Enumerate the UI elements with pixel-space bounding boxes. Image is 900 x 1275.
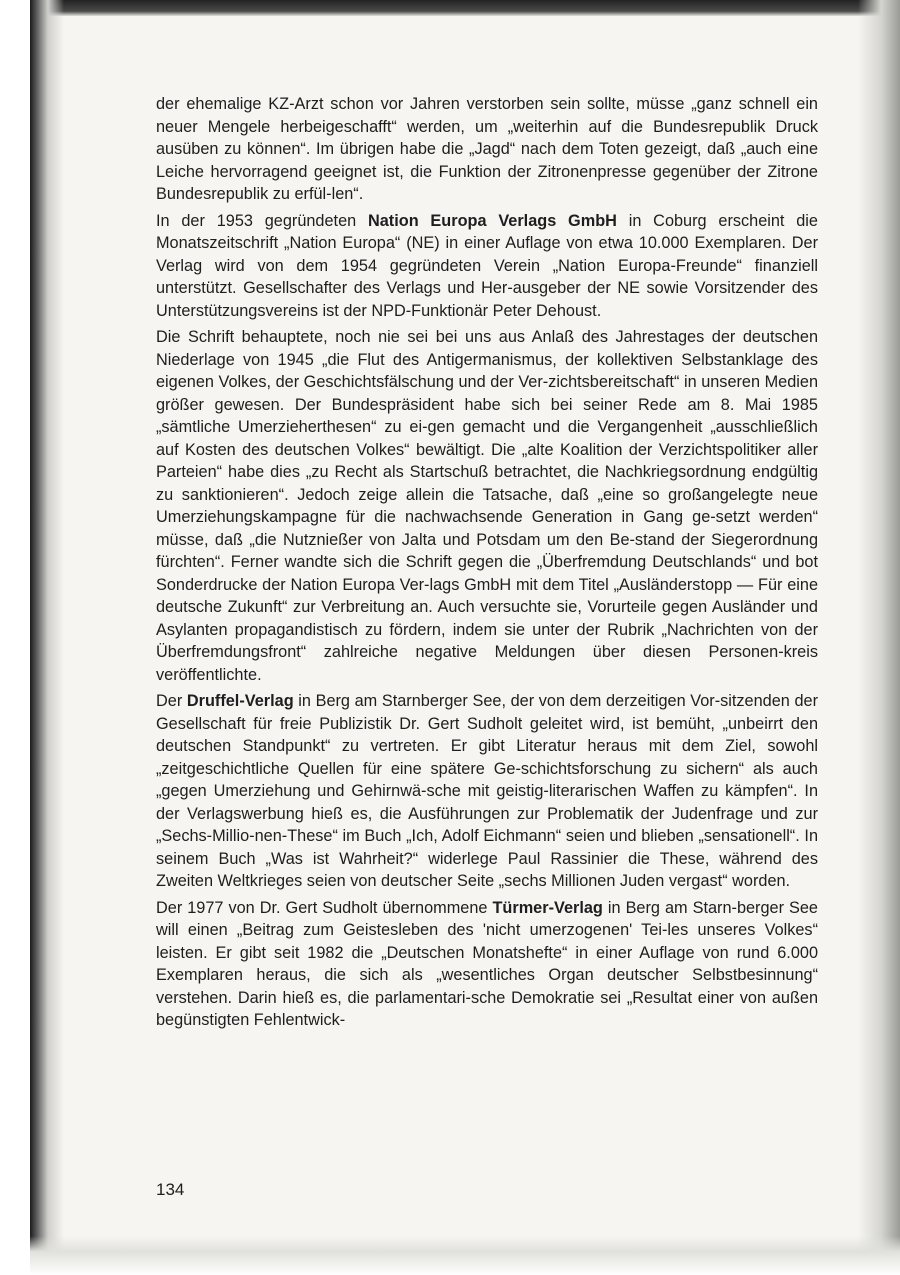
scan-margin-left <box>0 0 30 1275</box>
publisher-name: Nation Europa Verlags GmbH <box>367 211 617 230</box>
paragraph: der ehemalige KZ-Arzt schon vor Jahren verstorben sein sollte, müsse „ganz schnell ein neuer Mengele herbeigeschafft“ werden, um „weiterhin auf die Bundesrepublik Druck ausüben zu können“. Im übrigen habe die „Jagd“ nach dem Toten gezeigt, daß „auch eine Leiche hervorragend geeignet ist, die Funktion der Zitronenpresse gegenüber der Zitrone Bundesrepublik zu erfül-len“. <box>156 95 818 203</box>
scan-edge-bottom <box>30 1236 900 1275</box>
body-text <box>156 93 818 1036</box>
paragraph-druffel-verlag: Der Druffel-Verlag in Berg am Starnberger See, der von dem derzeitigen Vor-sitzenden der Gesellschaft für freie Publizistik Dr. Gert Sudholt geleitet wird, ist bemüht, „unbeirrt den deutschen Standpunkt“ zu vertreten. Er gibt Literatur heraus mit dem Ziel, sowohl „zeitgeschichtliche Quellen für eine spätere Ge-schichtsforschung zu sichern“ als auch „gegen Umerziehung und Gehirnwä-sche mit geistig-literarischen Waffen zu kämpfen“. In der Verlagswerbung hieß es, die Ausführungen zur Problematik der Judenfrage und zur „Sechs-Millio-nen-These“ im Buch „Ich, Adolf Eichmann“ seien und blieben „sensationell“. In seinem Buch „Was ist Wahrheit?“ widerlege Paul Rassinier die These, während des Zweiten Weltkrieges seien von deutscher Seite „sechs Millionen Juden vergast“ worden. <box>156 692 818 890</box>
paragraph-nation-europa: In der 1953 gegründeten Nation Europa Verlags GmbH in Coburg erscheint die Monatszeitschrift „Nation Europa“ (NE) in einer Auflage von etwa 10.000 Exemplaren. Der Verlag wird von dem 1954 gegründeten Verein „Nation Europa-Freunde“ finanziell unterstützt. Gesellschafter des Verlags und Her-ausgeber der NE sowie Vorsitzender des Unterstützungsvereins ist der NPD-Funktionär Peter Dehoust. <box>156 211 818 320</box>
publisher-name: Druffel-Verlag <box>186 692 294 710</box>
page-edge-shadow-right <box>858 0 900 1275</box>
publisher-name: Türmer-Verlag <box>492 898 603 917</box>
page-number: 134 <box>156 1180 185 1199</box>
scan-edge-top <box>30 0 900 16</box>
paragraph-tuermer-verlag: Der 1977 von Dr. Gert Sudholt übernommene Türmer-Verlag in Berg am Starn-berger See will einen „Beitrag zum Geistesleben des 'nicht umerzogenen' Tei-les unseres Volkes“ leisten. Er gibt seit 1982 die „Deutschen Monatshefte“ in einer Auflage von rund 6.000 Exemplaren heraus, die sich als „wesentliches Organ deutscher Selbstbesinnung“ verstehen. Darin hieß es, die parlamentari-sche Demokratie sei „Resultat einer von außen begünstigten Fehlentwick- <box>156 898 818 1029</box>
book-spine-shadow <box>30 0 64 1275</box>
paragraph: Die Schrift behauptete, noch nie sei bei uns aus Anlaß des Jahrestages der deutschen Niederlage von 1945 „die Flut des Antigermanismus, der kollektiven Selbstanklage des eigenen Volkes, der Geschichtsfälschung und der Ver-zichtsbereitschaft“ in unseren Medien größer gewesen. Der Bundespräsident habe sich bei seiner Rede am 8. Mai 1985 „sämtliche Umerzieherthesen“ zu ei-gen gemacht und die Vergangenheit „ausschließlich auf Kosten des deutschen Volkes“ bewältigt. Die „alte Koalition der Verzichtspolitiker aller Parteien“ habe dies „zu Recht als Startschuß betrachtet, die Nachkriegsordnung endgültig zu sanktionieren“. Jedoch zeige allein die Tatsache, daß „eine so großangelegte neue Umerziehungskampagne für die nachwachsende Generation in Gang ge-setzt werden“ müsse, daß „die Nutznießer von Jalta und Potsdam um den Be-stand der Siegerordnung fürchten“. Ferner wandte sich die Schrift gegen die „Überfremdung Deutschlands“ und bot Sonderdrucke der Nation Europa Ver-lags GmbH mit dem Titel „Ausländerstopp — Für eine deutsche Zukunft“ zur Verbreitung an. Auch versuchte sie, Vorurteile gegen Ausländer und Asylanten propagandistisch zu fördern, indem sie unter der Rubrik „Nachrichten von der Überfremdungsfront“ zahlreiche negative Meldungen über diesen Personen-kreis veröffentlichte. <box>156 328 818 684</box>
